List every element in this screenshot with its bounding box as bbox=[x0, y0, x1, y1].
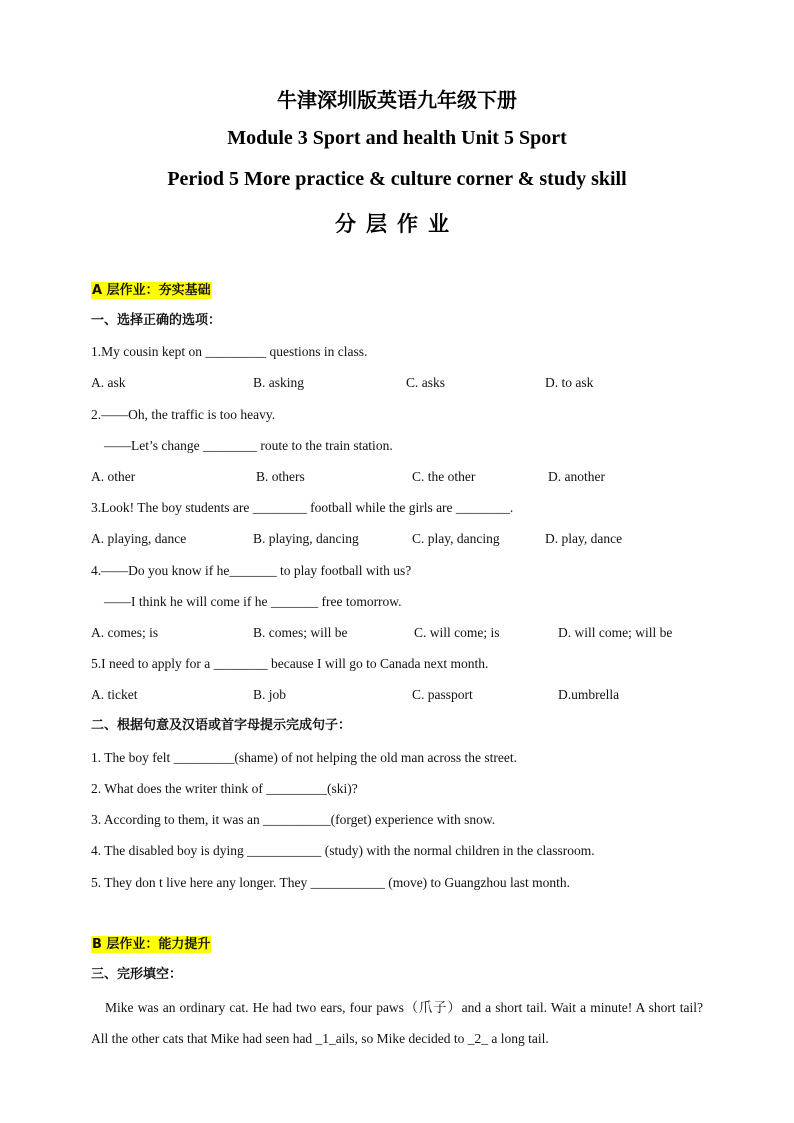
q3-option-a: A. playing, dance bbox=[91, 531, 187, 546]
q1-option-a: A. ask bbox=[91, 375, 126, 390]
q5-option-d: D.umbrella bbox=[558, 687, 620, 702]
q2-option-c: C. the other bbox=[412, 469, 476, 484]
section-b-label-row bbox=[91, 935, 211, 954]
q2-option-d: D. another bbox=[548, 469, 605, 484]
question-4-line-1: 4.——Do you know if he_______ to play football with us? bbox=[91, 563, 412, 578]
sentence-2: 2. What does the writer think of _________(ski)? bbox=[91, 781, 358, 796]
question-4-line-2: ——I think he will come if he _______ free tomorrow. bbox=[104, 594, 402, 609]
question-3: 3.Look! The boy students are ________ football while the girls are ________. bbox=[91, 500, 514, 515]
q5-option-a: A. ticket bbox=[91, 687, 138, 702]
q2-option-a: A. other bbox=[91, 469, 136, 484]
q5-option-b: B. job bbox=[253, 687, 287, 702]
module-title: Module 3 Sport and health Unit 5 Sport bbox=[227, 127, 567, 149]
q1-option-b: B. asking bbox=[253, 375, 305, 390]
sentence-3: 3. According to them, it was an __________(forget) experience with snow. bbox=[91, 812, 496, 827]
layered-homework-title: 分层作业 bbox=[335, 212, 459, 236]
q5-option-c: C. passport bbox=[412, 687, 473, 702]
question-2-line-1: 2.——Oh, the traffic is too heavy. bbox=[91, 407, 276, 422]
section-a-label-row bbox=[91, 281, 212, 300]
q3-option-d: D. play, dance bbox=[545, 531, 623, 546]
q4-option-d: D. will come; will be bbox=[558, 625, 673, 640]
title-chinese: 牛津深圳版英语九年级下册 bbox=[277, 88, 517, 112]
part2-title: 二、根据句意及汉语或首字母提示完成句子： bbox=[91, 718, 352, 733]
q4-option-a: A. comes; is bbox=[91, 625, 159, 640]
section-b-label: B 层作业：能力提升 bbox=[92, 937, 211, 952]
section-a-label: A 层作业：夯实基础 bbox=[92, 283, 211, 298]
cloze-passage: Mike was an ordinary cat. He had two ears, four paws（爪子）and a short tail. Wait a minute! A short tail? All the other cats that Mike had seen had _1_ails, so Mike decided to _2_ a long tail. bbox=[91, 1000, 703, 1046]
q4-option-b: B. comes; will be bbox=[253, 625, 348, 640]
question-2-line-2: ——Let’s change ________ route to the train station. bbox=[104, 438, 393, 453]
sentence-4: 4. The disabled boy is dying ___________ (study) with the normal children in the classroom. bbox=[91, 843, 595, 858]
q4-option-c: C. will come; is bbox=[414, 625, 500, 640]
q3-option-c: C. play, dancing bbox=[412, 531, 500, 546]
q3-option-b: B. playing, dancing bbox=[253, 531, 359, 546]
q1-option-d: D. to ask bbox=[545, 375, 594, 390]
sentence-5: 5. They don t live here any longer. They ___________ (move) to Guangzhou last month. bbox=[91, 875, 571, 890]
part3-title: 三、完形填空： bbox=[91, 967, 183, 982]
question-1: 1.My cousin kept on _________ questions in class. bbox=[91, 344, 368, 359]
q1-option-c: C. asks bbox=[406, 375, 446, 390]
q2-option-b: B. others bbox=[256, 469, 305, 484]
question-5: 5.I need to apply for a ________ because I will go to Canada next month. bbox=[91, 656, 489, 671]
part1-title: 一、选择正确的选项： bbox=[91, 313, 222, 328]
sentence-1: 1. The boy felt _________(shame) of not helping the old man across the street. bbox=[91, 750, 518, 765]
period-title: Period 5 More practice & culture corner & study skill bbox=[167, 168, 627, 190]
